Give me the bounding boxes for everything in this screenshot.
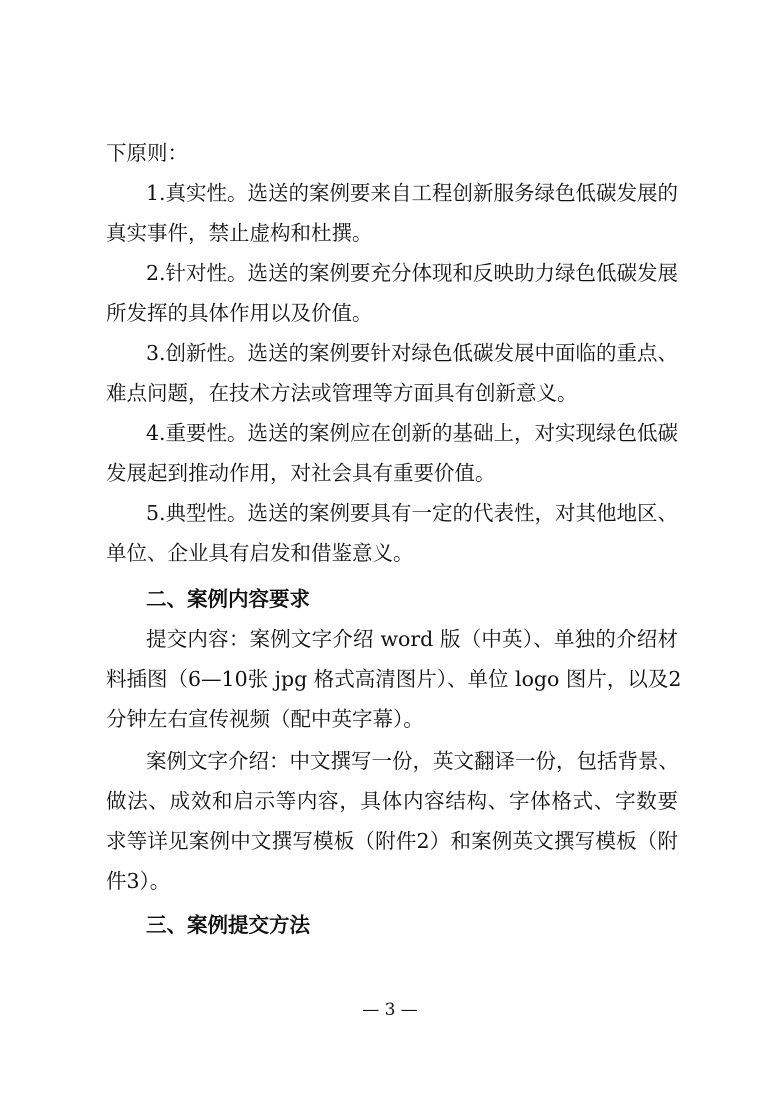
paragraph-line: 真实事件，禁止虚构和杜撰。 xyxy=(106,221,373,245)
paragraph-line: 分钟左右宣传视频（配中英字幕）。 xyxy=(106,707,424,731)
paragraph-line: 2.针对性。选送的案例要充分体现和反映助力绿色低碳发展 xyxy=(146,261,679,285)
paragraph-line: 求等详见案例中文撰写模板（附件2）和案例英文撰写模板（附 xyxy=(106,829,678,853)
paragraph-line: 做法、成效和启示等内容，具体内容结构、字体格式、字数要 xyxy=(106,789,678,813)
paragraph-line: 提交内容：案例文字介绍 word 版（中英）、单独的介绍材 xyxy=(146,627,678,651)
paragraph-line: 单位、企业具有启发和借鉴意义。 xyxy=(106,541,414,565)
section-heading: 三、案例提交方法 xyxy=(146,913,310,937)
paragraph-line: 1.真实性。选送的案例要来自工程创新服务绿色低碳发展的 xyxy=(146,181,679,205)
paragraph-line: 发展起到推动作用，对社会具有重要价值。 xyxy=(106,461,496,485)
page-number: — 3 — xyxy=(362,1000,418,1020)
paragraph-line: 4.重要性。选送的案例应在创新的基础上，对实现绿色低碳 xyxy=(146,421,679,445)
paragraph-line: 5.典型性。选送的案例要具有一定的代表性，对其他地区、 xyxy=(146,501,679,525)
paragraph-line: 料插图（6—10张 jpg 格式高清图片）、单位 logo 图片，以及2 xyxy=(106,667,682,691)
paragraph-line: 案例文字介绍：中文撰写一份，英文翻译一份，包括背景、 xyxy=(146,749,679,773)
paragraph-line: 难点问题，在技术方法或管理等方面具有创新意义。 xyxy=(106,381,578,405)
paragraph-line: 所发挥的具体作用以及价值。 xyxy=(106,301,373,325)
paragraph-line: 3.创新性。选送的案例要针对绿色低碳发展中面临的重点、 xyxy=(146,341,679,365)
paragraph-line: 下原则： xyxy=(106,141,188,165)
paragraph-line: 件3）。 xyxy=(106,869,171,893)
section-heading: 二、案例内容要求 xyxy=(146,587,310,611)
